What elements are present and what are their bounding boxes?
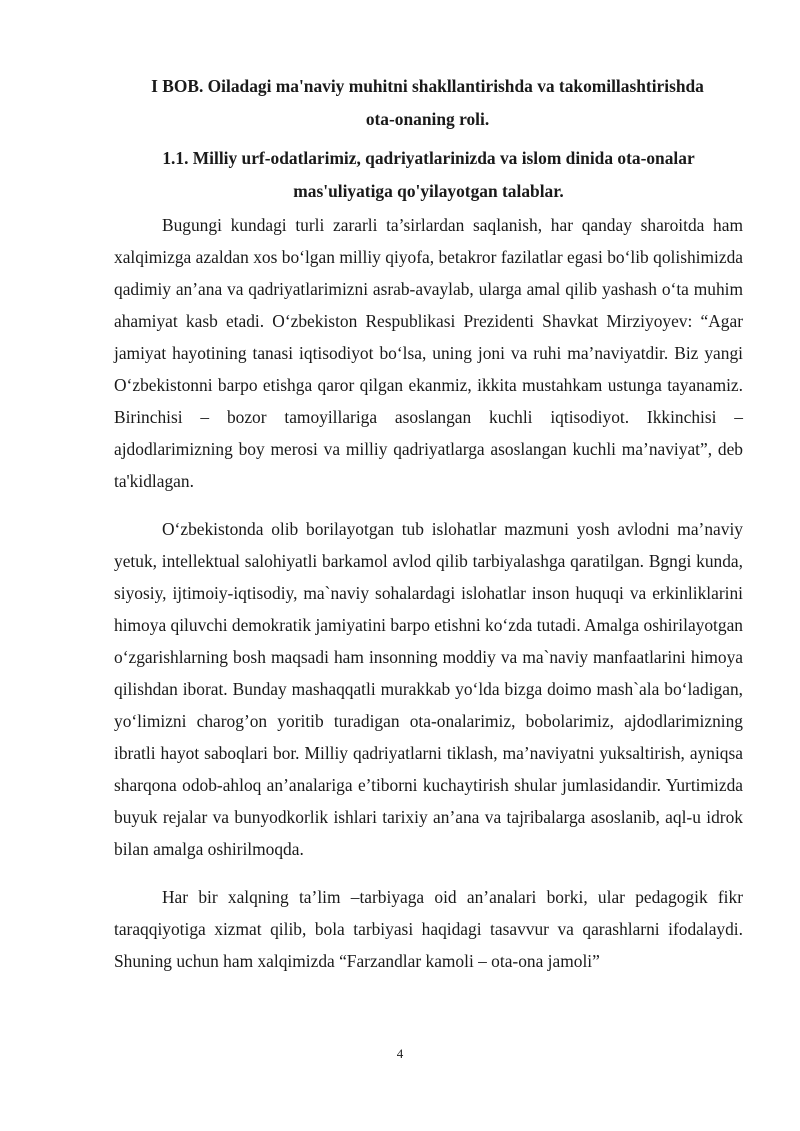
page-number: 4 [396, 1046, 404, 1061]
paragraph: O‘zbekistonda olib borilayotgan tub islohatlar mazmuni yosh avlodni ma’naviy yetuk, intellektual salohiyatli barkamol avlod qilib tarbiyalashga qaratilgan. Bgngi kunda, siyosiy, ijtimoiy-iqtisodiy, ma`naviy sohalardagi islohatlar inson huquqi va erkinliklarini himoya qiluvchi demokratik jamiyatini barpo etishni ko‘zda tutadi. Amalga oshirilayotgan o‘zgarishlarning bosh maqsadi ham insonning moddiy va ma`naviy manfaatlarini himoya qilishdan iborat. Bunday mashaqqatli murakkab yo‘lda bizga doimo mash`ala bo‘ladigan, yo‘limizni charog’on yoritib turadigan ota-onalarimiz, bobolarimiz, ajdodlarimizning ibratli hayot saboqlari bor. Milliy qadriyatlarni tiklash, ma’naviyatni yuksaltirish, ayniqsa sharqona odob-ahloq an’analariga e’tiborni kuchaytirish shular jumlasidandir. Yurtimizda buyuk rejalar va bunyodkorlik ishlari tarixiy an’ana va tajribalarga asoslanib, aql-u idrok bilan amalga oshirilmoqda. [114, 519, 743, 859]
chapter-heading-line-1: I BOB. Oiladagi ma'naviy muhitni shakllantirishda va takomillashtirishda [151, 76, 704, 96]
paragraph: Bugungi kundagi turli zararli ta’sirlardan saqlanish, har qanday sharoitda ham xalqimizga azaldan xos bo‘lgan milliy qiyofa, betakror fazilatlar egasi bo‘lib qolishimizda qadimiy an’ana va qadriyatlarimizni asrab-avaylab, ularga amal qilib yashash o‘ta muhim ahamiyat kasb etadi. O‘zbekiston Respublikasi Prezidenti Shavkat Mirziyoyev: “Agar jamiyat hayotining tanasi iqtisodiyot bo‘lsa, uning joni va ruhi ma’naviyatdir. Biz yangi O‘zbekistonni barpo etishga qaror qilgan ekanmiz, ikkita mustahkam ustunga tayanamiz. Birinchisi – bozor tamoyillariga asoslangan kuchli iqtisodiyot. Ikkinchisi – ajdodlarimizning boy merosi va milliy qadriyatlarga asoslangan kuchli ma’naviyat”, deb ta'kidlagan. [114, 215, 743, 491]
section-heading-line-2: mas'uliyatiga qo'yilayotgan talablar. [293, 181, 564, 201]
chapter-heading [112, 70, 743, 136]
paragraph: Har bir xalqning ta’lim –tarbiyaga oid an’analari borki, ular pedagogik fikr taraqqiyotiga xizmat qilib, bola tarbiyasi haqidagi tasavvur va qarashlarni ifodalaydi. Shuning uchun ham xalqimizda “Farzandlar kamoli – ota-ona jamoli” [114, 887, 743, 971]
section-heading [114, 142, 743, 208]
section-heading-line-1: 1.1. Milliy urf-odatlarimiz, qadriyatlarinizda va islom dinida ota-onalar [162, 148, 695, 168]
chapter-heading-line-2: ota-onaning roli. [365, 109, 490, 129]
